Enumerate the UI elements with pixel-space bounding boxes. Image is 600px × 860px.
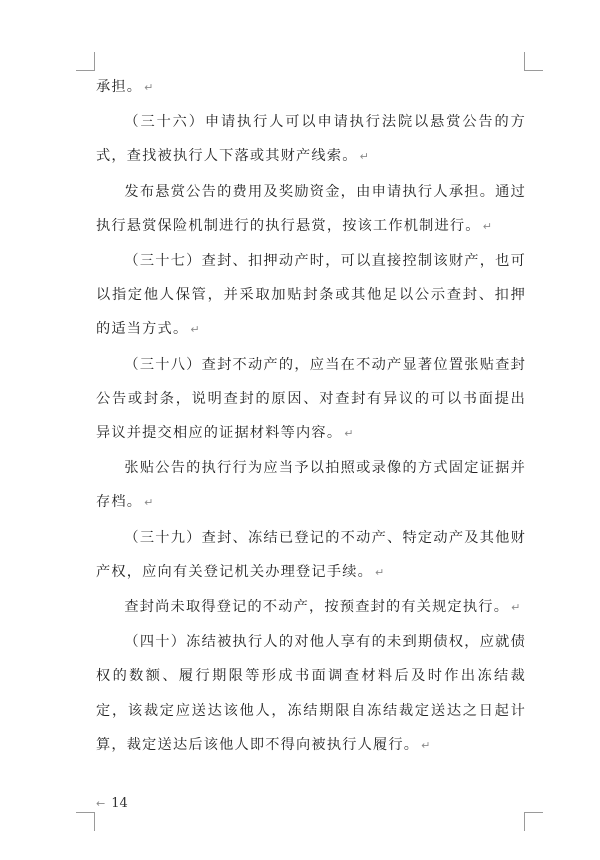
paragraph-mark-icon: ↵	[144, 496, 154, 510]
paragraph	[96, 175, 526, 244]
paragraph-text: （三十八）查封不动产的，应当在不动产显著位置张贴查封公告或封条，说明查封的原因、对查封有异议的可以书面提出异议并提交相应的证据材料等内容。	[96, 356, 526, 442]
paragraph	[96, 70, 526, 105]
paragraph-text: （三十七）查封、扣押动产时，可以直接控制该财产，也可以指定他人保管，并采取加贴封条或其他足以公示查封、扣押的适当方式。	[96, 253, 526, 338]
paragraph	[96, 348, 526, 452]
paragraph-mark-icon: ↵	[511, 601, 521, 615]
paragraph-text: 发布悬赏公告的费用及奖励资金，由申请执行人承担。通过执行悬赏保险机制进行的执行悬赏，按该工作机制进行。	[96, 183, 526, 234]
paragraph	[96, 590, 526, 625]
paragraph	[96, 625, 526, 763]
paragraph-mark-icon: ↵	[359, 150, 369, 164]
crop-mark-bottom-right	[524, 812, 543, 831]
page-number: 14	[111, 796, 128, 811]
paragraph	[96, 105, 526, 174]
paragraph-text: 查封尚未取得登记的不动产，按预查封的有关规定执行。	[124, 599, 510, 616]
crop-mark-top-left	[76, 52, 95, 71]
paragraph-text: （四十）冻结被执行人的对他人享有的未到期债权，应就债权的数额、履行期限等形成书面调查材料后及时作出冻结裁定，该裁定应送达该他人，冻结期限自冻结裁定送达之日起计算，裁定送达后该他人即不得向被执行人履行。	[96, 634, 526, 753]
paragraph-text: （三十九）查封、冻结已登记的不动产、特定动产及其他财产权，应向有关登记机关办理登记手续。	[96, 529, 526, 580]
page-footer	[96, 796, 128, 811]
paragraph-mark-icon: ↵	[374, 565, 385, 579]
footer-arrow-icon: ←	[96, 797, 106, 810]
paragraph-text: （三十六）申请执行人可以申请执行法院以悬赏公告的方式，查找被执行人下落或其财产线索。	[96, 114, 526, 165]
crop-mark-bottom-left	[76, 812, 95, 831]
paragraph	[96, 244, 526, 348]
crop-mark-top-right	[524, 52, 543, 71]
paragraph-mark-icon: ↵	[144, 81, 154, 94]
paragraph-text: 承担。	[96, 79, 143, 95]
paragraph-text: 张贴公告的执行行为应当予以拍照或录像的方式固定证据并存档。	[96, 460, 526, 511]
paragraph-mark-icon: ↵	[344, 427, 354, 441]
paragraph	[96, 451, 526, 520]
paragraph	[96, 521, 526, 590]
document-body	[96, 70, 526, 763]
paragraph-mark-icon: ↵	[421, 738, 431, 752]
paragraph-mark-icon: ↵	[190, 323, 200, 337]
paragraph-mark-icon: ↵	[482, 219, 492, 233]
